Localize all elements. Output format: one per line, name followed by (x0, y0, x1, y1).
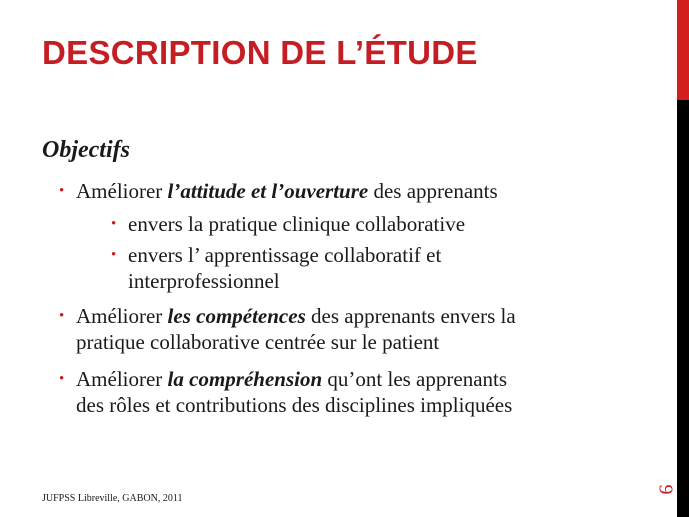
sub-bullet-item: • envers l’ apprentissage collaboratif et interprofessionnel (111, 243, 442, 293)
bullet-marker: • (111, 247, 117, 263)
accent-bar-black (677, 100, 689, 517)
footer-text: JUFPSS Libreville, GABON, 2011 (42, 493, 183, 504)
bullet-marker: • (59, 308, 65, 324)
bullet-item: • Améliorer les compétences des apprenants envers la pratique collaborative centrée sur le patient (59, 304, 516, 354)
section-heading: Objectifs (42, 137, 130, 163)
slide-title: DESCRIPTION DE L’ÉTUDE (42, 34, 478, 71)
page-number: 9 (654, 484, 677, 495)
bullet-item: • Améliorer l’attitude et l’ouverture des apprenants (59, 179, 498, 203)
bullet-marker: • (59, 371, 65, 387)
bullet-marker: • (59, 183, 65, 199)
accent-bar-red (677, 0, 689, 100)
sub-bullet-item: • envers la pratique clinique collaborative (111, 212, 466, 236)
bullet-marker: • (111, 216, 117, 232)
bullet-item: • Améliorer la compréhension qu’ont les apprenants des rôles et contributions des disciplines impliquées (59, 367, 513, 417)
